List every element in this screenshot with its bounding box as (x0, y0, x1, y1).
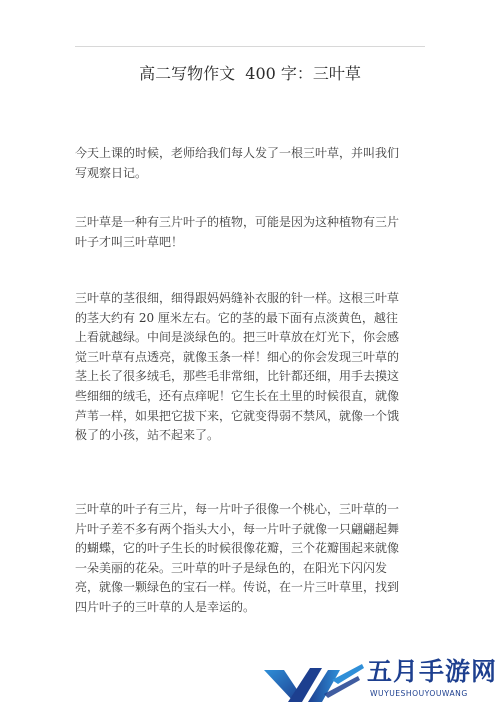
watermark-site-name: 五月手游网 (367, 657, 498, 686)
article-title: 高二写物作文 400 字：三叶草 (139, 64, 361, 83)
article-paragraph-4: 三叶草的叶子有三片，每一片叶子很像一个桃心，三叶草的一片叶子差不多有两个指头大小，每一片叶子就像一只翩翩起舞的蝴蝶，它的叶子生长的时候很像花瓣，三个花瓣围起来就像一朵美丽的花朵。三叶草的叶子是绿色的，在阳光下闪闪发亮，就像一颗绿色的宝石一样。传说，在一片三叶草里，找到四片叶子的三叶草的人是幸运的。 (75, 502, 400, 614)
site-watermark (262, 654, 500, 708)
article-paragraph-1: 今天上课的时候，老师给我们每人发了一根三叶草，并叫我们写观察日记。 (75, 146, 400, 180)
article-paragraph-2: 三叶草是一种有三片叶子的植物，可能是因为这种植物有三片叶子才叫三叶草吧！ (75, 215, 400, 249)
stylized-w-logo-icon (262, 658, 366, 704)
watermark-site-url: WUYUESHOUYOUWANG (370, 689, 468, 698)
top-divider (75, 46, 425, 47)
article-paragraph-3: 三叶草的茎很细，细得跟妈妈缝补衣服的针一样。这根三叶草的茎大约有 20 厘米左右。它的茎的最下面有点淡黄色，越往上看就越绿。中间是淡绿色的。把三叶草放在灯光下，你会感觉三叶草有点透亮，就像玉条一样！细心的你会发现三叶草的茎上长了很多绒毛，那些毛非常细，比针都还细，用手去摸这些细细的绒毛，还有点痒呢！它生长在土里的时候很直，就像芦苇一样，如果把它拔下来，它就变得弱不禁风，就像一个饿极了的小孩，站不起来了。 (75, 291, 400, 443)
